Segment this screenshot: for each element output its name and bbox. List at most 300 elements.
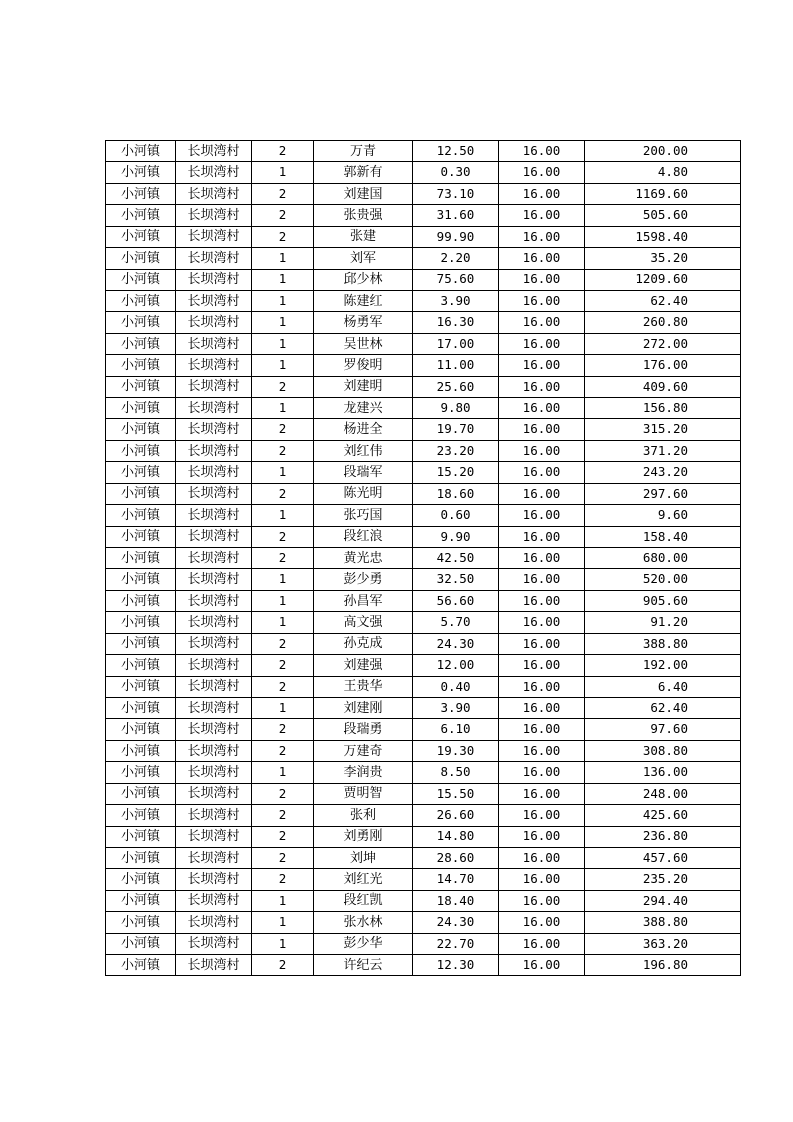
group-cell: 1 xyxy=(252,312,314,333)
name-cell: 刘建明 xyxy=(314,376,413,397)
name-cell: 陈建红 xyxy=(314,290,413,311)
town-cell: 小河镇 xyxy=(106,912,176,933)
village-cell: 长坝湾村 xyxy=(176,912,252,933)
group-cell: 1 xyxy=(252,269,314,290)
table-row xyxy=(106,655,741,676)
group-cell: 1 xyxy=(252,890,314,911)
table-row xyxy=(106,462,741,483)
village-cell: 长坝湾村 xyxy=(176,333,252,354)
rate-cell: 16.00 xyxy=(499,655,585,676)
area-cell: 12.50 xyxy=(413,141,499,162)
name-cell: 段红凯 xyxy=(314,890,413,911)
area-cell: 9.90 xyxy=(413,526,499,547)
rate-cell: 16.00 xyxy=(499,762,585,783)
group-cell: 1 xyxy=(252,162,314,183)
village-cell: 长坝湾村 xyxy=(176,783,252,804)
area-cell: 31.60 xyxy=(413,205,499,226)
rate-cell: 16.00 xyxy=(499,805,585,826)
group-cell: 2 xyxy=(252,526,314,547)
area-cell: 42.50 xyxy=(413,548,499,569)
village-cell: 长坝湾村 xyxy=(176,398,252,419)
area-cell: 19.30 xyxy=(413,740,499,761)
rate-cell: 16.00 xyxy=(499,226,585,247)
name-cell: 郭新有 xyxy=(314,162,413,183)
amount-cell: 371.20 xyxy=(585,440,741,461)
group-cell: 2 xyxy=(252,805,314,826)
group-cell: 2 xyxy=(252,205,314,226)
area-cell: 28.60 xyxy=(413,847,499,868)
name-cell: 刘红光 xyxy=(314,869,413,890)
area-cell: 73.10 xyxy=(413,183,499,204)
village-cell: 长坝湾村 xyxy=(176,740,252,761)
rate-cell: 16.00 xyxy=(499,440,585,461)
village-cell: 长坝湾村 xyxy=(176,548,252,569)
amount-cell: 200.00 xyxy=(585,141,741,162)
rate-cell: 16.00 xyxy=(499,290,585,311)
name-cell: 刘建强 xyxy=(314,655,413,676)
village-cell: 长坝湾村 xyxy=(176,462,252,483)
rate-cell: 16.00 xyxy=(499,933,585,954)
name-cell: 张利 xyxy=(314,805,413,826)
table-row xyxy=(106,869,741,890)
name-cell: 刘军 xyxy=(314,248,413,269)
table-row xyxy=(106,719,741,740)
name-cell: 张建 xyxy=(314,226,413,247)
village-cell: 长坝湾村 xyxy=(176,205,252,226)
name-cell: 刘勇刚 xyxy=(314,826,413,847)
table-row xyxy=(106,162,741,183)
rate-cell: 16.00 xyxy=(499,847,585,868)
amount-cell: 297.60 xyxy=(585,483,741,504)
rate-cell: 16.00 xyxy=(499,248,585,269)
rate-cell: 16.00 xyxy=(499,697,585,718)
group-cell: 1 xyxy=(252,933,314,954)
area-cell: 6.10 xyxy=(413,719,499,740)
amount-cell: 505.60 xyxy=(585,205,741,226)
rate-cell: 16.00 xyxy=(499,355,585,376)
village-cell: 长坝湾村 xyxy=(176,933,252,954)
amount-cell: 196.80 xyxy=(585,955,741,976)
area-cell: 8.50 xyxy=(413,762,499,783)
area-cell: 16.30 xyxy=(413,312,499,333)
amount-cell: 272.00 xyxy=(585,333,741,354)
amount-cell: 425.60 xyxy=(585,805,741,826)
area-cell: 75.60 xyxy=(413,269,499,290)
amount-cell: 520.00 xyxy=(585,569,741,590)
town-cell: 小河镇 xyxy=(106,376,176,397)
area-cell: 99.90 xyxy=(413,226,499,247)
town-cell: 小河镇 xyxy=(106,398,176,419)
name-cell: 王贵华 xyxy=(314,676,413,697)
village-cell: 长坝湾村 xyxy=(176,805,252,826)
table-row xyxy=(106,955,741,976)
amount-cell: 1169.60 xyxy=(585,183,741,204)
village-cell: 长坝湾村 xyxy=(176,590,252,611)
area-cell: 24.30 xyxy=(413,633,499,654)
amount-cell: 315.20 xyxy=(585,419,741,440)
table-row xyxy=(106,269,741,290)
rate-cell: 16.00 xyxy=(499,162,585,183)
group-cell: 1 xyxy=(252,355,314,376)
village-cell: 长坝湾村 xyxy=(176,183,252,204)
area-cell: 14.80 xyxy=(413,826,499,847)
amount-cell: 409.60 xyxy=(585,376,741,397)
table-row xyxy=(106,740,741,761)
table-row xyxy=(106,141,741,162)
town-cell: 小河镇 xyxy=(106,440,176,461)
rate-cell: 16.00 xyxy=(499,141,585,162)
village-cell: 长坝湾村 xyxy=(176,355,252,376)
town-cell: 小河镇 xyxy=(106,955,176,976)
rate-cell: 16.00 xyxy=(499,783,585,804)
amount-cell: 4.80 xyxy=(585,162,741,183)
table-row xyxy=(106,783,741,804)
area-cell: 5.70 xyxy=(413,612,499,633)
village-cell: 长坝湾村 xyxy=(176,633,252,654)
town-cell: 小河镇 xyxy=(106,183,176,204)
town-cell: 小河镇 xyxy=(106,526,176,547)
name-cell: 张贵强 xyxy=(314,205,413,226)
table-row xyxy=(106,183,741,204)
table-row xyxy=(106,890,741,911)
village-cell: 长坝湾村 xyxy=(176,248,252,269)
village-cell: 长坝湾村 xyxy=(176,312,252,333)
group-cell: 2 xyxy=(252,440,314,461)
data-table xyxy=(105,140,741,976)
town-cell: 小河镇 xyxy=(106,676,176,697)
amount-cell: 91.20 xyxy=(585,612,741,633)
table-body xyxy=(106,141,741,976)
name-cell: 孙克成 xyxy=(314,633,413,654)
area-cell: 22.70 xyxy=(413,933,499,954)
village-cell: 长坝湾村 xyxy=(176,869,252,890)
rate-cell: 16.00 xyxy=(499,890,585,911)
town-cell: 小河镇 xyxy=(106,483,176,504)
town-cell: 小河镇 xyxy=(106,355,176,376)
name-cell: 彭少华 xyxy=(314,933,413,954)
town-cell: 小河镇 xyxy=(106,890,176,911)
name-cell: 刘红伟 xyxy=(314,440,413,461)
name-cell: 高文强 xyxy=(314,612,413,633)
table-row xyxy=(106,226,741,247)
group-cell: 2 xyxy=(252,483,314,504)
rate-cell: 16.00 xyxy=(499,376,585,397)
area-cell: 26.60 xyxy=(413,805,499,826)
table-row xyxy=(106,633,741,654)
town-cell: 小河镇 xyxy=(106,826,176,847)
town-cell: 小河镇 xyxy=(106,419,176,440)
rate-cell: 16.00 xyxy=(499,462,585,483)
name-cell: 罗俊明 xyxy=(314,355,413,376)
rate-cell: 16.00 xyxy=(499,419,585,440)
town-cell: 小河镇 xyxy=(106,290,176,311)
village-cell: 长坝湾村 xyxy=(176,890,252,911)
town-cell: 小河镇 xyxy=(106,462,176,483)
table-row xyxy=(106,333,741,354)
table-row xyxy=(106,847,741,868)
amount-cell: 62.40 xyxy=(585,290,741,311)
group-cell: 2 xyxy=(252,955,314,976)
name-cell: 张水林 xyxy=(314,912,413,933)
table-row xyxy=(106,548,741,569)
area-cell: 24.30 xyxy=(413,912,499,933)
rate-cell: 16.00 xyxy=(499,740,585,761)
area-cell: 9.80 xyxy=(413,398,499,419)
name-cell: 段瑞勇 xyxy=(314,719,413,740)
name-cell: 刘建刚 xyxy=(314,697,413,718)
town-cell: 小河镇 xyxy=(106,697,176,718)
town-cell: 小河镇 xyxy=(106,740,176,761)
amount-cell: 192.00 xyxy=(585,655,741,676)
rate-cell: 16.00 xyxy=(499,569,585,590)
area-cell: 0.60 xyxy=(413,505,499,526)
village-cell: 长坝湾村 xyxy=(176,719,252,740)
rate-cell: 16.00 xyxy=(499,505,585,526)
table-row xyxy=(106,398,741,419)
table-row xyxy=(106,933,741,954)
group-cell: 2 xyxy=(252,740,314,761)
area-cell: 2.20 xyxy=(413,248,499,269)
amount-cell: 457.60 xyxy=(585,847,741,868)
rate-cell: 16.00 xyxy=(499,955,585,976)
group-cell: 2 xyxy=(252,548,314,569)
name-cell: 孙昌军 xyxy=(314,590,413,611)
town-cell: 小河镇 xyxy=(106,590,176,611)
village-cell: 长坝湾村 xyxy=(176,269,252,290)
town-cell: 小河镇 xyxy=(106,162,176,183)
group-cell: 1 xyxy=(252,612,314,633)
amount-cell: 158.40 xyxy=(585,526,741,547)
amount-cell: 97.60 xyxy=(585,719,741,740)
area-cell: 3.90 xyxy=(413,697,499,718)
name-cell: 段瑞军 xyxy=(314,462,413,483)
name-cell: 万建奇 xyxy=(314,740,413,761)
amount-cell: 236.80 xyxy=(585,826,741,847)
area-cell: 12.30 xyxy=(413,955,499,976)
table-row xyxy=(106,440,741,461)
rate-cell: 16.00 xyxy=(499,483,585,504)
name-cell: 杨进全 xyxy=(314,419,413,440)
town-cell: 小河镇 xyxy=(106,783,176,804)
amount-cell: 363.20 xyxy=(585,933,741,954)
table-row xyxy=(106,826,741,847)
name-cell: 李润贵 xyxy=(314,762,413,783)
group-cell: 2 xyxy=(252,719,314,740)
table-row xyxy=(106,355,741,376)
area-cell: 14.70 xyxy=(413,869,499,890)
area-cell: 15.20 xyxy=(413,462,499,483)
group-cell: 1 xyxy=(252,762,314,783)
name-cell: 杨勇军 xyxy=(314,312,413,333)
name-cell: 吴世林 xyxy=(314,333,413,354)
amount-cell: 680.00 xyxy=(585,548,741,569)
group-cell: 2 xyxy=(252,226,314,247)
area-cell: 19.70 xyxy=(413,419,499,440)
table-row xyxy=(106,419,741,440)
town-cell: 小河镇 xyxy=(106,269,176,290)
village-cell: 长坝湾村 xyxy=(176,505,252,526)
rate-cell: 16.00 xyxy=(499,398,585,419)
town-cell: 小河镇 xyxy=(106,633,176,654)
rate-cell: 16.00 xyxy=(499,590,585,611)
table-row xyxy=(106,676,741,697)
area-cell: 11.00 xyxy=(413,355,499,376)
rate-cell: 16.00 xyxy=(499,526,585,547)
village-cell: 长坝湾村 xyxy=(176,569,252,590)
name-cell: 万青 xyxy=(314,141,413,162)
area-cell: 0.30 xyxy=(413,162,499,183)
name-cell: 段红浪 xyxy=(314,526,413,547)
table-row xyxy=(106,376,741,397)
table-row xyxy=(106,483,741,504)
name-cell: 黄光忠 xyxy=(314,548,413,569)
town-cell: 小河镇 xyxy=(106,333,176,354)
rate-cell: 16.00 xyxy=(499,826,585,847)
name-cell: 贾明智 xyxy=(314,783,413,804)
rate-cell: 16.00 xyxy=(499,269,585,290)
amount-cell: 1209.60 xyxy=(585,269,741,290)
village-cell: 长坝湾村 xyxy=(176,376,252,397)
village-cell: 长坝湾村 xyxy=(176,141,252,162)
village-cell: 长坝湾村 xyxy=(176,826,252,847)
group-cell: 2 xyxy=(252,141,314,162)
amount-cell: 388.80 xyxy=(585,912,741,933)
amount-cell: 9.60 xyxy=(585,505,741,526)
amount-cell: 156.80 xyxy=(585,398,741,419)
rate-cell: 16.00 xyxy=(499,333,585,354)
town-cell: 小河镇 xyxy=(106,548,176,569)
rate-cell: 16.00 xyxy=(499,869,585,890)
village-cell: 长坝湾村 xyxy=(176,655,252,676)
group-cell: 2 xyxy=(252,633,314,654)
village-cell: 长坝湾村 xyxy=(176,526,252,547)
name-cell: 许纪云 xyxy=(314,955,413,976)
rate-cell: 16.00 xyxy=(499,312,585,333)
name-cell: 刘建国 xyxy=(314,183,413,204)
area-cell: 15.50 xyxy=(413,783,499,804)
amount-cell: 248.00 xyxy=(585,783,741,804)
group-cell: 2 xyxy=(252,183,314,204)
name-cell: 张巧国 xyxy=(314,505,413,526)
area-cell: 25.60 xyxy=(413,376,499,397)
group-cell: 1 xyxy=(252,590,314,611)
amount-cell: 62.40 xyxy=(585,697,741,718)
table-row xyxy=(106,526,741,547)
town-cell: 小河镇 xyxy=(106,569,176,590)
amount-cell: 35.20 xyxy=(585,248,741,269)
area-cell: 32.50 xyxy=(413,569,499,590)
rate-cell: 16.00 xyxy=(499,205,585,226)
rate-cell: 16.00 xyxy=(499,912,585,933)
name-cell: 彭少勇 xyxy=(314,569,413,590)
area-cell: 3.90 xyxy=(413,290,499,311)
group-cell: 2 xyxy=(252,847,314,868)
amount-cell: 235.20 xyxy=(585,869,741,890)
group-cell: 1 xyxy=(252,912,314,933)
table-row xyxy=(106,697,741,718)
group-cell: 1 xyxy=(252,462,314,483)
table-row xyxy=(106,505,741,526)
group-cell: 2 xyxy=(252,376,314,397)
area-cell: 56.60 xyxy=(413,590,499,611)
area-cell: 23.20 xyxy=(413,440,499,461)
amount-cell: 136.00 xyxy=(585,762,741,783)
group-cell: 2 xyxy=(252,783,314,804)
rate-cell: 16.00 xyxy=(499,633,585,654)
rate-cell: 16.00 xyxy=(499,676,585,697)
town-cell: 小河镇 xyxy=(106,141,176,162)
group-cell: 2 xyxy=(252,676,314,697)
group-cell: 2 xyxy=(252,419,314,440)
town-cell: 小河镇 xyxy=(106,205,176,226)
village-cell: 长坝湾村 xyxy=(176,162,252,183)
name-cell: 陈光明 xyxy=(314,483,413,504)
village-cell: 长坝湾村 xyxy=(176,483,252,504)
amount-cell: 308.80 xyxy=(585,740,741,761)
town-cell: 小河镇 xyxy=(106,805,176,826)
table-row xyxy=(106,312,741,333)
group-cell: 1 xyxy=(252,697,314,718)
group-cell: 1 xyxy=(252,398,314,419)
amount-cell: 905.60 xyxy=(585,590,741,611)
name-cell: 邱少林 xyxy=(314,269,413,290)
table-row xyxy=(106,290,741,311)
group-cell: 1 xyxy=(252,290,314,311)
table-row xyxy=(106,569,741,590)
group-cell: 1 xyxy=(252,505,314,526)
town-cell: 小河镇 xyxy=(106,869,176,890)
town-cell: 小河镇 xyxy=(106,655,176,676)
group-cell: 1 xyxy=(252,248,314,269)
town-cell: 小河镇 xyxy=(106,312,176,333)
name-cell: 龙建兴 xyxy=(314,398,413,419)
table-row xyxy=(106,612,741,633)
area-cell: 12.00 xyxy=(413,655,499,676)
amount-cell: 388.80 xyxy=(585,633,741,654)
group-cell: 1 xyxy=(252,569,314,590)
table-row xyxy=(106,205,741,226)
town-cell: 小河镇 xyxy=(106,248,176,269)
group-cell: 1 xyxy=(252,333,314,354)
area-cell: 18.60 xyxy=(413,483,499,504)
area-cell: 18.40 xyxy=(413,890,499,911)
amount-cell: 1598.40 xyxy=(585,226,741,247)
group-cell: 2 xyxy=(252,869,314,890)
amount-cell: 294.40 xyxy=(585,890,741,911)
group-cell: 2 xyxy=(252,826,314,847)
village-cell: 长坝湾村 xyxy=(176,419,252,440)
name-cell: 刘坤 xyxy=(314,847,413,868)
rate-cell: 16.00 xyxy=(499,612,585,633)
table-row xyxy=(106,805,741,826)
area-cell: 17.00 xyxy=(413,333,499,354)
group-cell: 2 xyxy=(252,655,314,676)
amount-cell: 243.20 xyxy=(585,462,741,483)
rate-cell: 16.00 xyxy=(499,183,585,204)
table-row xyxy=(106,590,741,611)
town-cell: 小河镇 xyxy=(106,612,176,633)
amount-cell: 6.40 xyxy=(585,676,741,697)
village-cell: 长坝湾村 xyxy=(176,762,252,783)
village-cell: 长坝湾村 xyxy=(176,290,252,311)
town-cell: 小河镇 xyxy=(106,505,176,526)
rate-cell: 16.00 xyxy=(499,548,585,569)
town-cell: 小河镇 xyxy=(106,933,176,954)
amount-cell: 260.80 xyxy=(585,312,741,333)
area-cell: 0.40 xyxy=(413,676,499,697)
village-cell: 长坝湾村 xyxy=(176,955,252,976)
table-row xyxy=(106,762,741,783)
